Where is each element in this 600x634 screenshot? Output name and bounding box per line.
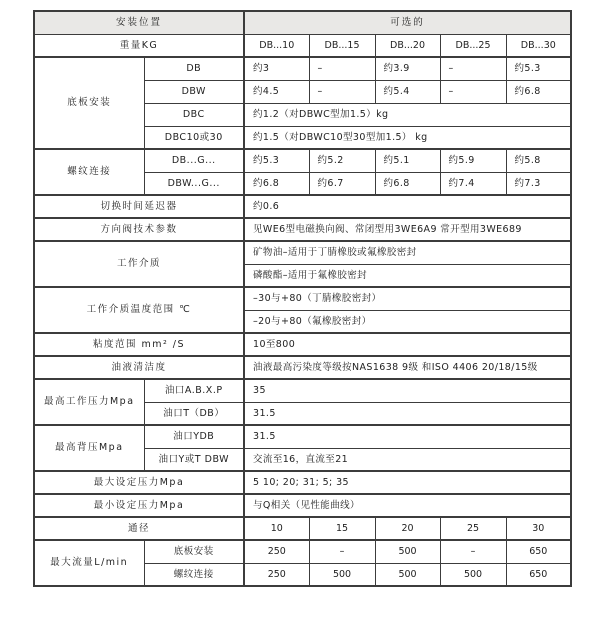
table-row <box>34 333 571 356</box>
value-cell: 约1.5（对DBWC10型30型加1.5） kg <box>244 126 571 149</box>
weight-label: 重量KG <box>34 34 244 57</box>
row-label-db: DB <box>144 57 244 80</box>
value-cell: 油液最高污染度等级按NAS1638 9级 和ISO 4406 20/18/15级 <box>244 356 571 379</box>
table-row <box>34 540 571 563</box>
value-cell: 35 <box>244 379 571 402</box>
value-cell: 约6.7 <box>309 172 375 195</box>
value-cell: 30 <box>506 517 571 540</box>
row-label-baseplate-mount: 底板安装 <box>144 540 244 563</box>
temp-range-label: 工作介质温度范围 ℃ <box>34 287 244 333</box>
table-row <box>34 11 571 34</box>
value-cell: 650 <box>506 540 571 563</box>
group-label-max-pressure: 最高工作压力Mpa <box>34 379 144 425</box>
table-row <box>34 195 571 218</box>
table-row <box>34 425 571 448</box>
value-cell: – <box>309 57 375 80</box>
value-cell: – <box>309 80 375 103</box>
value-cell: 约5.8 <box>506 149 571 172</box>
value-cell: 约6.8 <box>375 172 440 195</box>
value-cell: 矿物油–适用于丁腈橡胶或氟橡胶密封 <box>244 241 571 264</box>
group-label-max-flow: 最大流量L/min <box>34 540 144 586</box>
group-label-threaded: 螺纹连接 <box>34 149 144 195</box>
value-cell: 约5.1 <box>375 149 440 172</box>
value-cell: 约5.4 <box>375 80 440 103</box>
value-cell: 15 <box>309 517 375 540</box>
row-label-threaded-connect: 螺纹连接 <box>144 563 244 586</box>
value-cell: 约6.8 <box>244 172 309 195</box>
value-cell: 31.5 <box>244 402 571 425</box>
value-cell: 10 <box>244 517 309 540</box>
value-cell: 约5.3 <box>244 149 309 172</box>
row-label-dbwg: DBW...G... <box>144 172 244 195</box>
directional-valve-label: 方向阀技术参数 <box>34 218 244 241</box>
model-cell: DB...25 <box>440 34 506 57</box>
value-cell: –20与+80（氟橡胶密封） <box>244 310 571 333</box>
table-row <box>34 34 571 57</box>
port-label: 油口T（DB） <box>144 402 244 425</box>
row-label-dbc10or30: DBC10或30 <box>144 126 244 149</box>
model-cell: DB...15 <box>309 34 375 57</box>
port-label: 油口Y或T DBW <box>144 448 244 471</box>
value-cell: 约3.9 <box>375 57 440 80</box>
table-row <box>34 218 571 241</box>
value-cell: 约7.3 <box>506 172 571 195</box>
value-cell: –30与+80（丁腈橡胶密封） <box>244 287 571 310</box>
min-set-pressure-label: 最小设定压力Mpa <box>34 494 244 517</box>
value-cell: 250 <box>244 563 309 586</box>
table-row <box>34 287 571 310</box>
value-cell: 10至800 <box>244 333 571 356</box>
group-label-back-pressure: 最高背压Mpa <box>34 425 144 471</box>
value-cell: 磷酸酯–适用于氟橡胶密封 <box>244 264 571 287</box>
value-cell: 500 <box>375 540 440 563</box>
value-cell: 31.5 <box>244 425 571 448</box>
header-optional: 可选的 <box>244 11 571 34</box>
switch-delay-label: 切换时间延迟器 <box>34 195 244 218</box>
table-row <box>34 149 571 172</box>
value-cell: – <box>309 540 375 563</box>
value-cell: 500 <box>440 563 506 586</box>
value-cell: 500 <box>309 563 375 586</box>
value-cell: – <box>440 80 506 103</box>
value-cell: 25 <box>440 517 506 540</box>
model-cell: DB...20 <box>375 34 440 57</box>
value-cell: 650 <box>506 563 571 586</box>
model-cell: DB...10 <box>244 34 309 57</box>
table-row <box>34 356 571 379</box>
diameter-label: 通径 <box>34 517 244 540</box>
spec-table <box>33 10 572 587</box>
cleanliness-label: 油液清洁度 <box>34 356 244 379</box>
header-install-position: 安装位置 <box>34 11 244 34</box>
value-cell: 与Q相关（见性能曲线） <box>244 494 571 517</box>
table-row <box>34 517 571 540</box>
table-row <box>34 379 571 402</box>
value-cell: 约5.2 <box>309 149 375 172</box>
value-cell: 约4.5 <box>244 80 309 103</box>
value-cell: 约1.2（对DBWC型加1.5）kg <box>244 103 571 126</box>
max-set-pressure-label: 最大设定压力Mpa <box>34 471 244 494</box>
model-cell: DB...30 <box>506 34 571 57</box>
value-cell: 约5.9 <box>440 149 506 172</box>
value-cell: 20 <box>375 517 440 540</box>
port-label: 油口YDB <box>144 425 244 448</box>
value-cell: – <box>440 540 506 563</box>
value-cell: – <box>440 57 506 80</box>
value-cell: 约3 <box>244 57 309 80</box>
table-row <box>34 57 571 80</box>
medium-label: 工作介质 <box>34 241 244 287</box>
row-label-dbw: DBW <box>144 80 244 103</box>
port-label: 油口A.B.X.P <box>144 379 244 402</box>
row-label-dbg: DB...G... <box>144 149 244 172</box>
value-cell: 500 <box>375 563 440 586</box>
value-cell: 约7.4 <box>440 172 506 195</box>
table-row <box>34 471 571 494</box>
value-cell: 约0.6 <box>244 195 571 218</box>
group-label-baseplate: 底板安装 <box>34 57 144 149</box>
viscosity-label: 粘度范围 mm² /S <box>34 333 244 356</box>
value-cell: 见WE6型电磁换向阀、常闭型用3WE6A9 常开型用3WE689 <box>244 218 571 241</box>
value-cell: 250 <box>244 540 309 563</box>
table-row <box>34 241 571 264</box>
value-cell: 约6.8 <box>506 80 571 103</box>
value-cell: 5 10; 20; 31; 5; 35 <box>244 471 571 494</box>
value-cell: 交流至16，直流至21 <box>244 448 571 471</box>
row-label-dbc: DBC <box>144 103 244 126</box>
table-row <box>34 494 571 517</box>
value-cell: 约5.3 <box>506 57 571 80</box>
